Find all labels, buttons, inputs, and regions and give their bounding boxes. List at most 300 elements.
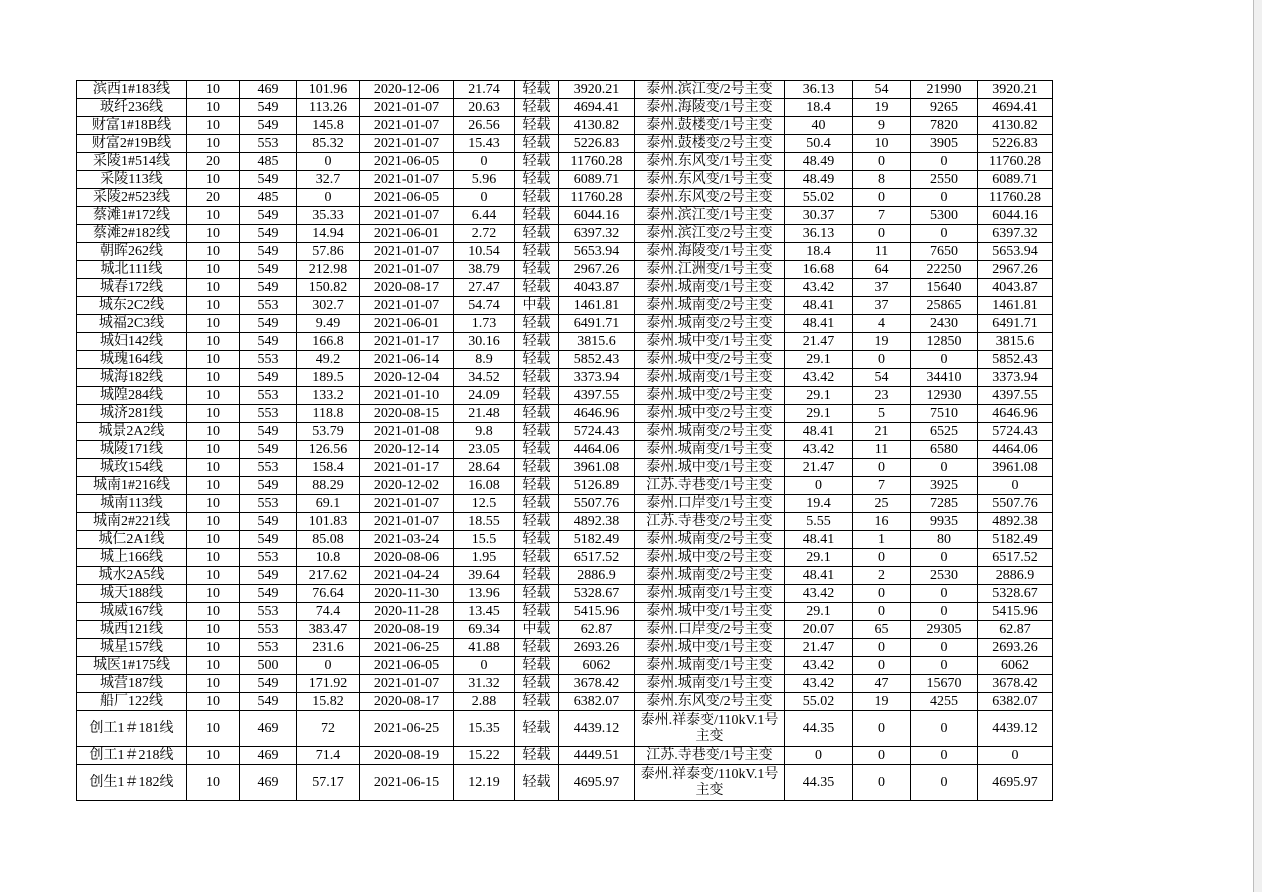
date-cell: 2021-06-01 bbox=[360, 225, 454, 243]
load-status-cell: 轻载 bbox=[515, 657, 559, 675]
numeric-cell: 10 bbox=[187, 369, 240, 387]
numeric-cell: 57.17 bbox=[297, 765, 360, 801]
load-status-cell: 轻载 bbox=[515, 387, 559, 405]
load-status-cell: 轻载 bbox=[515, 243, 559, 261]
transformer-cell: 泰州.城中变/1号主变 bbox=[635, 333, 785, 351]
numeric-cell: 7820 bbox=[911, 117, 978, 135]
numeric-cell: 20 bbox=[187, 189, 240, 207]
numeric-cell: 10 bbox=[187, 351, 240, 369]
numeric-cell: 6382.07 bbox=[978, 693, 1053, 711]
load-status-cell: 轻载 bbox=[515, 261, 559, 279]
line-name-cell: 滨西1#183线 bbox=[77, 81, 187, 99]
numeric-cell: 2.88 bbox=[454, 693, 515, 711]
numeric-cell: 6580 bbox=[911, 441, 978, 459]
numeric-cell: 2430 bbox=[911, 315, 978, 333]
line-name-cell: 城营187线 bbox=[77, 675, 187, 693]
numeric-cell: 6397.32 bbox=[559, 225, 635, 243]
numeric-cell: 39.64 bbox=[454, 567, 515, 585]
numeric-cell: 113.26 bbox=[297, 99, 360, 117]
table-row bbox=[77, 603, 1053, 621]
numeric-cell: 48.41 bbox=[785, 531, 853, 549]
numeric-cell: 10.8 bbox=[297, 549, 360, 567]
line-name-cell: 城上166线 bbox=[77, 549, 187, 567]
load-status-cell: 轻载 bbox=[515, 423, 559, 441]
numeric-cell: 553 bbox=[240, 639, 297, 657]
numeric-cell: 76.64 bbox=[297, 585, 360, 603]
date-cell: 2021-01-07 bbox=[360, 297, 454, 315]
numeric-cell: 10 bbox=[187, 405, 240, 423]
numeric-cell: 10 bbox=[187, 567, 240, 585]
load-status-cell: 轻载 bbox=[515, 333, 559, 351]
numeric-cell: 15640 bbox=[911, 279, 978, 297]
numeric-cell: 10 bbox=[187, 459, 240, 477]
date-cell: 2020-11-28 bbox=[360, 603, 454, 621]
numeric-cell: 549 bbox=[240, 99, 297, 117]
numeric-cell: 5182.49 bbox=[978, 531, 1053, 549]
numeric-cell: 10 bbox=[187, 711, 240, 747]
numeric-cell: 29.1 bbox=[785, 549, 853, 567]
numeric-cell: 101.83 bbox=[297, 513, 360, 531]
transformer-cell: 泰州.城南变/1号主变 bbox=[635, 657, 785, 675]
numeric-cell: 10 bbox=[187, 243, 240, 261]
numeric-cell: 44.35 bbox=[785, 765, 853, 801]
date-cell: 2021-06-25 bbox=[360, 711, 454, 747]
numeric-cell: 0 bbox=[911, 225, 978, 243]
numeric-cell: 10 bbox=[187, 549, 240, 567]
numeric-cell: 48.41 bbox=[785, 315, 853, 333]
numeric-cell: 50.4 bbox=[785, 135, 853, 153]
numeric-cell: 5126.89 bbox=[559, 477, 635, 495]
numeric-cell: 383.47 bbox=[297, 621, 360, 639]
table-row bbox=[77, 279, 1053, 297]
numeric-cell: 549 bbox=[240, 693, 297, 711]
numeric-cell: 12.19 bbox=[454, 765, 515, 801]
transformer-cell: 泰州.祥泰变/110kV.1号主变 bbox=[635, 765, 785, 801]
numeric-cell: 15.5 bbox=[454, 531, 515, 549]
numeric-cell: 0 bbox=[454, 189, 515, 207]
transformer-cell: 泰州.江洲变/1号主变 bbox=[635, 261, 785, 279]
numeric-cell: 553 bbox=[240, 603, 297, 621]
numeric-cell: 10 bbox=[187, 693, 240, 711]
numeric-cell: 69.34 bbox=[454, 621, 515, 639]
numeric-cell: 2886.9 bbox=[559, 567, 635, 585]
numeric-cell: 20.63 bbox=[454, 99, 515, 117]
transformer-cell: 泰州.城中变/1号主变 bbox=[635, 639, 785, 657]
numeric-cell: 549 bbox=[240, 531, 297, 549]
date-cell: 2021-01-07 bbox=[360, 135, 454, 153]
numeric-cell: 21990 bbox=[911, 81, 978, 99]
date-cell: 2021-06-14 bbox=[360, 351, 454, 369]
date-cell: 2021-04-24 bbox=[360, 567, 454, 585]
table-row bbox=[77, 693, 1053, 711]
numeric-cell: 133.2 bbox=[297, 387, 360, 405]
numeric-cell: 7650 bbox=[911, 243, 978, 261]
table-row bbox=[77, 441, 1053, 459]
numeric-cell: 553 bbox=[240, 621, 297, 639]
numeric-cell: 29.1 bbox=[785, 387, 853, 405]
numeric-cell: 41.88 bbox=[454, 639, 515, 657]
numeric-cell: 64 bbox=[853, 261, 911, 279]
numeric-cell: 43.42 bbox=[785, 657, 853, 675]
numeric-cell: 0 bbox=[911, 603, 978, 621]
numeric-cell: 0 bbox=[853, 765, 911, 801]
numeric-cell: 72 bbox=[297, 711, 360, 747]
transformer-cell: 泰州.滨江变/1号主变 bbox=[635, 207, 785, 225]
numeric-cell: 0 bbox=[297, 189, 360, 207]
numeric-cell: 54.74 bbox=[454, 297, 515, 315]
date-cell: 2021-01-17 bbox=[360, 459, 454, 477]
numeric-cell: 15.82 bbox=[297, 693, 360, 711]
table-row bbox=[77, 99, 1053, 117]
line-name-cell: 城福2C3线 bbox=[77, 315, 187, 333]
numeric-cell: 11760.28 bbox=[978, 189, 1053, 207]
table-row bbox=[77, 621, 1053, 639]
numeric-cell: 11 bbox=[853, 441, 911, 459]
load-status-cell: 轻载 bbox=[515, 207, 559, 225]
load-status-cell: 轻载 bbox=[515, 639, 559, 657]
load-status-cell: 轻载 bbox=[515, 135, 559, 153]
transformer-cell: 泰州.城南变/1号主变 bbox=[635, 675, 785, 693]
numeric-cell: 0 bbox=[853, 351, 911, 369]
date-cell: 2020-08-06 bbox=[360, 549, 454, 567]
line-name-cell: 朝晖262线 bbox=[77, 243, 187, 261]
date-cell: 2021-06-05 bbox=[360, 189, 454, 207]
numeric-cell: 37 bbox=[853, 297, 911, 315]
table-row bbox=[77, 747, 1053, 765]
line-name-cell: 城仁2A1线 bbox=[77, 531, 187, 549]
numeric-cell: 549 bbox=[240, 423, 297, 441]
numeric-cell: 10 bbox=[187, 675, 240, 693]
numeric-cell: 10 bbox=[187, 765, 240, 801]
table-row bbox=[77, 117, 1053, 135]
numeric-cell: 10 bbox=[187, 171, 240, 189]
date-cell: 2021-01-07 bbox=[360, 495, 454, 513]
numeric-cell: 16.08 bbox=[454, 477, 515, 495]
numeric-cell: 6062 bbox=[978, 657, 1053, 675]
table-row bbox=[77, 261, 1053, 279]
numeric-cell: 150.82 bbox=[297, 279, 360, 297]
table-row bbox=[77, 81, 1053, 99]
numeric-cell: 0 bbox=[785, 747, 853, 765]
table-row bbox=[77, 459, 1053, 477]
transformer-cell: 泰州.城南变/1号主变 bbox=[635, 585, 785, 603]
line-name-cell: 城隍284线 bbox=[77, 387, 187, 405]
line-name-cell: 城南1#216线 bbox=[77, 477, 187, 495]
numeric-cell: 6517.52 bbox=[978, 549, 1053, 567]
numeric-cell: 2 bbox=[853, 567, 911, 585]
date-cell: 2021-06-25 bbox=[360, 639, 454, 657]
numeric-cell: 62.87 bbox=[559, 621, 635, 639]
table-row bbox=[77, 639, 1053, 657]
numeric-cell: 14.94 bbox=[297, 225, 360, 243]
numeric-cell: 10 bbox=[853, 135, 911, 153]
numeric-cell: 0 bbox=[853, 585, 911, 603]
transformer-cell: 泰州.城南变/2号主变 bbox=[635, 531, 785, 549]
numeric-cell: 3920.21 bbox=[978, 81, 1053, 99]
numeric-cell: 1461.81 bbox=[559, 297, 635, 315]
line-name-cell: 城景2A2线 bbox=[77, 423, 187, 441]
line-name-cell: 城西121线 bbox=[77, 621, 187, 639]
numeric-cell: 10 bbox=[187, 297, 240, 315]
numeric-cell: 5653.94 bbox=[978, 243, 1053, 261]
numeric-cell: 0 bbox=[853, 747, 911, 765]
numeric-cell: 0 bbox=[911, 459, 978, 477]
transformer-cell: 泰州.东风变/1号主变 bbox=[635, 153, 785, 171]
date-cell: 2020-08-17 bbox=[360, 279, 454, 297]
load-status-cell: 轻载 bbox=[515, 693, 559, 711]
numeric-cell: 10 bbox=[187, 639, 240, 657]
numeric-cell: 18.4 bbox=[785, 99, 853, 117]
load-status-cell: 中载 bbox=[515, 297, 559, 315]
numeric-cell: 28.64 bbox=[454, 459, 515, 477]
numeric-cell: 4646.96 bbox=[978, 405, 1053, 423]
transformer-cell: 泰州.城中变/2号主变 bbox=[635, 549, 785, 567]
line-name-cell: 采陵2#523线 bbox=[77, 189, 187, 207]
numeric-cell: 485 bbox=[240, 189, 297, 207]
line-name-cell: 城天188线 bbox=[77, 585, 187, 603]
numeric-cell: 19.4 bbox=[785, 495, 853, 513]
numeric-cell: 0 bbox=[978, 477, 1053, 495]
transformer-cell: 江苏.寺巷变/2号主变 bbox=[635, 513, 785, 531]
numeric-cell: 13.45 bbox=[454, 603, 515, 621]
numeric-cell: 549 bbox=[240, 225, 297, 243]
numeric-cell: 4695.97 bbox=[978, 765, 1053, 801]
table-row bbox=[77, 171, 1053, 189]
load-status-cell: 轻载 bbox=[515, 513, 559, 531]
date-cell: 2020-08-17 bbox=[360, 693, 454, 711]
numeric-cell: 166.8 bbox=[297, 333, 360, 351]
numeric-cell: 21.47 bbox=[785, 459, 853, 477]
numeric-cell: 15.43 bbox=[454, 135, 515, 153]
numeric-cell: 5226.83 bbox=[559, 135, 635, 153]
table-row bbox=[77, 369, 1053, 387]
numeric-cell: 21.74 bbox=[454, 81, 515, 99]
numeric-cell: 30.37 bbox=[785, 207, 853, 225]
numeric-cell: 5328.67 bbox=[559, 585, 635, 603]
table-row bbox=[77, 531, 1053, 549]
table-row bbox=[77, 405, 1053, 423]
numeric-cell: 6062 bbox=[559, 657, 635, 675]
load-status-cell: 轻载 bbox=[515, 549, 559, 567]
numeric-cell: 549 bbox=[240, 333, 297, 351]
numeric-cell: 5724.43 bbox=[559, 423, 635, 441]
line-name-cell: 采陵113线 bbox=[77, 171, 187, 189]
date-cell: 2020-12-04 bbox=[360, 369, 454, 387]
transformer-cell: 泰州.鼓楼变/2号主变 bbox=[635, 135, 785, 153]
transformer-cell: 泰州.口岸变/2号主变 bbox=[635, 621, 785, 639]
numeric-cell: 0 bbox=[454, 657, 515, 675]
date-cell: 2021-06-05 bbox=[360, 657, 454, 675]
table-row bbox=[77, 207, 1053, 225]
numeric-cell: 10 bbox=[187, 261, 240, 279]
numeric-cell: 0 bbox=[978, 747, 1053, 765]
line-name-cell: 财富2#19B线 bbox=[77, 135, 187, 153]
numeric-cell: 10 bbox=[187, 747, 240, 765]
line-name-cell: 采陵1#514线 bbox=[77, 153, 187, 171]
numeric-cell: 3961.08 bbox=[978, 459, 1053, 477]
numeric-cell: 553 bbox=[240, 135, 297, 153]
transformer-cell: 泰州.城中变/1号主变 bbox=[635, 603, 785, 621]
numeric-cell: 9265 bbox=[911, 99, 978, 117]
numeric-cell: 469 bbox=[240, 765, 297, 801]
date-cell: 2020-08-19 bbox=[360, 621, 454, 639]
numeric-cell: 16 bbox=[853, 513, 911, 531]
numeric-cell: 5182.49 bbox=[559, 531, 635, 549]
numeric-cell: 10 bbox=[187, 441, 240, 459]
numeric-cell: 10 bbox=[187, 99, 240, 117]
numeric-cell: 0 bbox=[853, 603, 911, 621]
numeric-cell: 1 bbox=[853, 531, 911, 549]
numeric-cell: 553 bbox=[240, 297, 297, 315]
numeric-cell: 35.33 bbox=[297, 207, 360, 225]
numeric-cell: 549 bbox=[240, 171, 297, 189]
load-status-cell: 轻载 bbox=[515, 477, 559, 495]
numeric-cell: 126.56 bbox=[297, 441, 360, 459]
date-cell: 2021-01-07 bbox=[360, 99, 454, 117]
numeric-cell: 5226.83 bbox=[978, 135, 1053, 153]
numeric-cell: 158.4 bbox=[297, 459, 360, 477]
numeric-cell: 15670 bbox=[911, 675, 978, 693]
numeric-cell: 5300 bbox=[911, 207, 978, 225]
numeric-cell: 549 bbox=[240, 243, 297, 261]
numeric-cell: 4464.06 bbox=[978, 441, 1053, 459]
transformer-cell: 泰州.城南变/2号主变 bbox=[635, 297, 785, 315]
transformer-cell: 泰州.城中变/2号主变 bbox=[635, 387, 785, 405]
transformer-cell: 江苏.寺巷变/1号主变 bbox=[635, 747, 785, 765]
numeric-cell: 5415.96 bbox=[559, 603, 635, 621]
numeric-cell: 189.5 bbox=[297, 369, 360, 387]
line-name-cell: 城南2#221线 bbox=[77, 513, 187, 531]
date-cell: 2021-03-24 bbox=[360, 531, 454, 549]
numeric-cell: 1.73 bbox=[454, 315, 515, 333]
transformer-cell: 泰州.城南变/2号主变 bbox=[635, 423, 785, 441]
load-status-cell: 轻载 bbox=[515, 495, 559, 513]
load-status-cell: 轻载 bbox=[515, 171, 559, 189]
numeric-cell: 4646.96 bbox=[559, 405, 635, 423]
numeric-cell: 54 bbox=[853, 81, 911, 99]
line-name-cell: 城玫154线 bbox=[77, 459, 187, 477]
line-name-cell: 玻纤236线 bbox=[77, 99, 187, 117]
numeric-cell: 11760.28 bbox=[978, 153, 1053, 171]
numeric-cell: 29.1 bbox=[785, 405, 853, 423]
numeric-cell: 54 bbox=[853, 369, 911, 387]
numeric-cell: 57.86 bbox=[297, 243, 360, 261]
vertical-scrollbar[interactable] bbox=[1253, 0, 1262, 892]
numeric-cell: 2886.9 bbox=[978, 567, 1053, 585]
numeric-cell: 1.95 bbox=[454, 549, 515, 567]
numeric-cell: 469 bbox=[240, 747, 297, 765]
line-name-cell: 城东2C2线 bbox=[77, 297, 187, 315]
numeric-cell: 21.47 bbox=[785, 639, 853, 657]
numeric-cell: 48.49 bbox=[785, 171, 853, 189]
table-row bbox=[77, 477, 1053, 495]
numeric-cell: 5507.76 bbox=[978, 495, 1053, 513]
numeric-cell: 0 bbox=[911, 549, 978, 567]
numeric-cell: 6382.07 bbox=[559, 693, 635, 711]
date-cell: 2021-01-07 bbox=[360, 261, 454, 279]
numeric-cell: 553 bbox=[240, 387, 297, 405]
line-name-cell: 船厂122线 bbox=[77, 693, 187, 711]
numeric-cell: 0 bbox=[297, 153, 360, 171]
table-row bbox=[77, 567, 1053, 585]
transformer-cell: 泰州.城南变/1号主变 bbox=[635, 441, 785, 459]
transformer-cell: 泰州.海陵变/1号主变 bbox=[635, 99, 785, 117]
date-cell: 2021-01-10 bbox=[360, 387, 454, 405]
line-name-cell: 城医1#175线 bbox=[77, 657, 187, 675]
numeric-cell: 3905 bbox=[911, 135, 978, 153]
numeric-cell: 65 bbox=[853, 621, 911, 639]
transformer-cell: 泰州.鼓楼变/1号主变 bbox=[635, 117, 785, 135]
numeric-cell: 37 bbox=[853, 279, 911, 297]
load-status-cell: 轻载 bbox=[515, 153, 559, 171]
numeric-cell: 19 bbox=[853, 333, 911, 351]
numeric-cell: 10 bbox=[187, 495, 240, 513]
load-status-cell: 轻载 bbox=[515, 81, 559, 99]
load-status-cell: 轻载 bbox=[515, 279, 559, 297]
date-cell: 2021-01-07 bbox=[360, 171, 454, 189]
numeric-cell: 5328.67 bbox=[978, 585, 1053, 603]
load-status-cell: 轻载 bbox=[515, 189, 559, 207]
numeric-cell: 15.35 bbox=[454, 711, 515, 747]
load-status-cell: 轻载 bbox=[515, 315, 559, 333]
numeric-cell: 9935 bbox=[911, 513, 978, 531]
numeric-cell: 2967.26 bbox=[559, 261, 635, 279]
date-cell: 2021-06-01 bbox=[360, 315, 454, 333]
numeric-cell: 6044.16 bbox=[559, 207, 635, 225]
load-status-cell: 轻载 bbox=[515, 99, 559, 117]
numeric-cell: 20 bbox=[187, 153, 240, 171]
numeric-cell: 10 bbox=[187, 657, 240, 675]
numeric-cell: 549 bbox=[240, 513, 297, 531]
numeric-cell: 0 bbox=[853, 225, 911, 243]
transformer-cell: 泰州.滨江变/2号主变 bbox=[635, 81, 785, 99]
table-row bbox=[77, 423, 1053, 441]
numeric-cell: 27.47 bbox=[454, 279, 515, 297]
numeric-cell: 0 bbox=[454, 153, 515, 171]
numeric-cell: 10 bbox=[187, 387, 240, 405]
numeric-cell: 4892.38 bbox=[978, 513, 1053, 531]
numeric-cell: 4 bbox=[853, 315, 911, 333]
numeric-cell: 13.96 bbox=[454, 585, 515, 603]
table-row bbox=[77, 657, 1053, 675]
numeric-cell: 2693.26 bbox=[978, 639, 1053, 657]
table-body bbox=[77, 81, 1053, 801]
numeric-cell: 145.8 bbox=[297, 117, 360, 135]
line-name-cell: 城水2A5线 bbox=[77, 567, 187, 585]
transformer-cell: 泰州.城中变/1号主变 bbox=[635, 459, 785, 477]
load-status-cell: 轻载 bbox=[515, 567, 559, 585]
load-status-cell: 轻载 bbox=[515, 441, 559, 459]
numeric-cell: 0 bbox=[853, 639, 911, 657]
numeric-cell: 80 bbox=[911, 531, 978, 549]
table-row bbox=[77, 387, 1053, 405]
numeric-cell: 549 bbox=[240, 117, 297, 135]
numeric-cell: 10 bbox=[187, 81, 240, 99]
line-name-cell: 城妇142线 bbox=[77, 333, 187, 351]
numeric-cell: 2.72 bbox=[454, 225, 515, 243]
numeric-cell: 7 bbox=[853, 207, 911, 225]
table-row bbox=[77, 585, 1053, 603]
numeric-cell: 6.44 bbox=[454, 207, 515, 225]
line-name-cell: 蔡滩1#172线 bbox=[77, 207, 187, 225]
transformer-cell: 泰州.城南变/1号主变 bbox=[635, 369, 785, 387]
table-row bbox=[77, 297, 1053, 315]
date-cell: 2021-01-07 bbox=[360, 243, 454, 261]
numeric-cell: 26.56 bbox=[454, 117, 515, 135]
numeric-cell: 10 bbox=[187, 315, 240, 333]
numeric-cell: 43.42 bbox=[785, 675, 853, 693]
numeric-cell: 4694.41 bbox=[559, 99, 635, 117]
